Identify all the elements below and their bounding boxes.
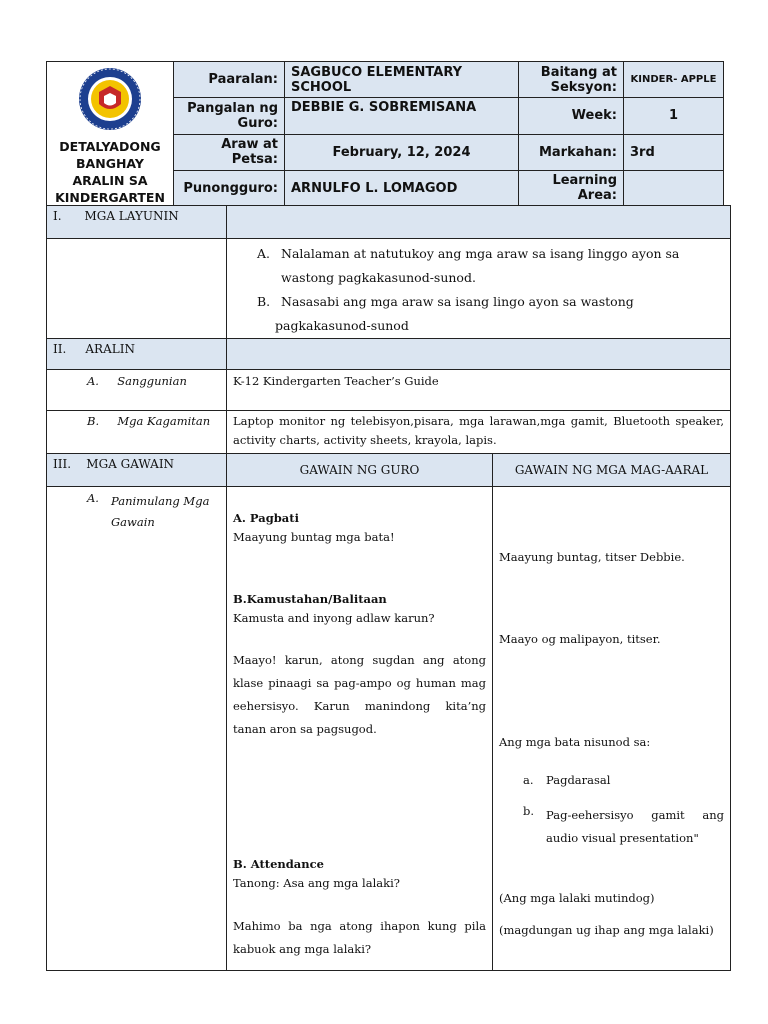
- araw-label: Araw at Petsa:: [174, 134, 285, 170]
- week-value: 1: [624, 98, 724, 134]
- mahimo-text: Mahimo ba nga atong ihapon kung pila kabuok ang mga lalaki?: [233, 919, 486, 956]
- response-4: (Ang mga lalaki mutindog): [499, 891, 655, 905]
- aralin-title-fill: [227, 339, 731, 370]
- learning-label: Learning Area:: [519, 170, 624, 206]
- pagbati-text: Maayung buntag mga bata!: [233, 530, 395, 544]
- response-1: Maayung buntag, titser Debbie.: [499, 550, 685, 564]
- punong-label: Punongguro:: [174, 170, 285, 206]
- col-guro-header: GAWAIN NG GURO: [227, 454, 493, 487]
- item-a-text: Pagdarasal: [546, 773, 611, 787]
- attendance-title: B. Attendance: [233, 857, 324, 871]
- magaaral-column: [493, 487, 731, 971]
- kagamitan-label: B. Mga Kagamitan: [47, 411, 227, 454]
- guro-label: Pangalan ng Guro:: [174, 98, 285, 134]
- guro-column: [227, 487, 493, 971]
- kamustahan-text: Kamusta and inyong adlaw karun?: [233, 611, 435, 625]
- maayo-text: Maayo! karun, atong sugdan ang atong klase pinaagi sa pag-ampo og human mag eehersisyo. Karun manindong kita’ng tanan aron sa pagsugod.: [233, 653, 486, 736]
- markahan-value: 3rd: [624, 134, 724, 170]
- gawain-title: III. MGA GAWAIN: [47, 454, 227, 487]
- learning-value: [624, 170, 724, 206]
- araw-value: February, 12, 2024: [285, 134, 519, 170]
- layunin-b-marker: B.: [257, 294, 271, 309]
- item-b-marker: b.: [523, 804, 535, 818]
- week-label: Week:: [519, 98, 624, 134]
- layunin-b: Nasasabi ang mga araw sa isang lingo ayon sa wastong: [281, 294, 634, 309]
- sanggunian-label: A. Sanggunian: [47, 370, 227, 411]
- response-5: (magdungan ug ihap ang mga lalaki): [499, 923, 714, 937]
- kamustahan-title: B.Kamustahan/Balitaan: [233, 592, 387, 606]
- layunin-b-cont: pagkakasunod-sunod: [275, 318, 409, 333]
- response-3: Ang mga bata nisunod sa:: [499, 735, 651, 749]
- layunin-content: [227, 239, 731, 339]
- guro-value: DEBBIE G. SOBREMISANA: [285, 98, 519, 134]
- layunin-title: I. MGA LAYUNIN: [47, 206, 227, 239]
- list-item-b: [523, 804, 724, 850]
- item-b-text: Pag-eehersisyo gamit ang audio visual presentation": [546, 808, 724, 845]
- baitang-value: KINDER- APPLE: [624, 62, 724, 98]
- markahan-label: Markahan:: [519, 134, 624, 170]
- list-item-a: [523, 773, 724, 787]
- item-a-marker: a.: [523, 773, 534, 787]
- layunin-blank: [47, 239, 227, 339]
- col-magaaral-header: GAWAIN NG MGA MAG-AARAL: [493, 454, 731, 487]
- deped-seal-icon: [77, 66, 143, 132]
- aralin-title: II. ARALIN: [47, 339, 227, 370]
- layunin-a-cont: wastong pagkakasunod-sunod.: [281, 270, 476, 285]
- panimula-cell: [47, 487, 227, 971]
- response-2: Maayo og malipayon, titser.: [499, 632, 661, 646]
- panimula-marker: A.: [87, 491, 99, 505]
- pagbati-title: A. Pagbati: [233, 511, 299, 525]
- layunin-a: Nalalaman at natutukoy ang mga araw sa isang linggo ayon sa: [281, 246, 680, 261]
- lesson-table: [46, 205, 730, 971]
- layunin-title-fill: [227, 206, 731, 239]
- header-table: [46, 61, 723, 205]
- paaralan-label: Paaralan:: [174, 62, 285, 98]
- paaralan-value: SAGBUCO ELEMENTARY SCHOOL: [285, 62, 519, 98]
- header-logo-cell: [47, 62, 174, 207]
- attendance-text: Tanong: Asa ang mga lalaki?: [233, 876, 400, 890]
- punong-value: ARNULFO L. LOMAGOD: [285, 170, 519, 206]
- panimula-label: Panimulang Mga Gawain: [111, 494, 210, 529]
- kagamitan-value: Laptop monitor ng telebisyon,pisara, mga larawan,mga gamit, Bluetooth speaker, activity charts, activity sheets, krayola, lapis.: [227, 411, 731, 454]
- baitang-label: Baitang at Seksyon:: [519, 62, 624, 98]
- layunin-a-marker: A.: [257, 246, 271, 261]
- header-title: DETALYADONG BANGHAY ARALIN SA KINDERGARTEN: [55, 139, 165, 205]
- sanggunian-value: K-12 Kindergarten Teacher’s Guide: [227, 370, 731, 411]
